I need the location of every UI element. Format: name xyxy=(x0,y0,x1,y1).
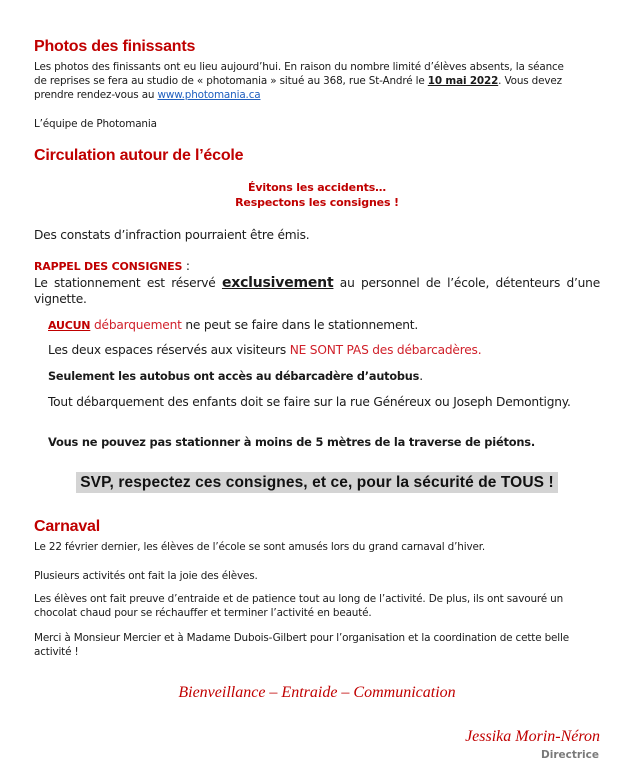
rule-no-dropoff xyxy=(48,317,418,334)
carnaval-p4: Merci à Monsieur Mercier et à Madame Dubois-Gilbert pour l’organisation et la coordination de cette belle activité ! xyxy=(34,632,569,658)
slogan-line-1: Évitons les accidents… xyxy=(248,181,386,194)
carnaval-p2: Plusieurs activités ont fait la joie des élèves. xyxy=(34,570,258,582)
photos-text: . Vous devez xyxy=(498,75,562,87)
rappel-heading xyxy=(34,258,190,275)
rule-text: Les deux espaces réservés aux visiteurs xyxy=(48,343,290,357)
carnaval-p3: Les élèves ont fait preuve d’entraide et de patience tout au long de l’activité. De plus, ils ont savouré un chocolat chaud pour se réchauffer et terminer l’activité en beauté. xyxy=(34,593,564,619)
photos-paragraph xyxy=(34,60,600,102)
parking-rule xyxy=(34,275,600,307)
rappel-colon: : xyxy=(182,259,190,273)
rule-visitor-spaces xyxy=(48,342,481,358)
rule-red-text: débarquement xyxy=(90,318,182,332)
signer-name: Jessika Morin-Néron xyxy=(465,728,600,745)
photos-line-1: Les photos des finissants ont eu lieu aujourd’hui. En raison du nombre limité d’élèves absents, la séance xyxy=(34,61,564,73)
rule-dropoff-streets: Tout débarquement des enfants doit se faire sur la rue Généreux ou Joseph Demontigny. xyxy=(48,395,571,409)
infraction-warning: Des constats d’infraction pourraient être émis. xyxy=(34,228,310,242)
rappel-label: RAPPEL DES CONSIGNES xyxy=(34,260,183,273)
school-motto: Bienveillance – Entraide – Communication xyxy=(178,684,456,701)
rule-bold-text: Seulement les autobus ont accès au débarcadère d’autobus xyxy=(48,370,420,383)
rule-emphasis: AUCUN xyxy=(48,319,91,332)
photos-signature: L’équipe de Photomania xyxy=(34,118,157,130)
rule-text: ne peut se faire dans le stationnement. xyxy=(181,318,419,332)
photos-text: de reprises se fera au studio de « photomania » situé au 368, rue St-André le xyxy=(34,75,428,87)
safety-highlight: SVP, respectez ces consignes, et ce, pour la sécurité de TOUS ! xyxy=(76,472,558,493)
signer-role: Directrice xyxy=(541,749,599,761)
carnaval-p1: Le 22 février dernier, les élèves de l’école se sont amusés lors du grand carnaval d’hiver. xyxy=(34,541,486,553)
photomania-link[interactable]: www.photomania.ca xyxy=(157,89,261,101)
rule-crosswalk: Vous ne pouvez pas stationner à moins de 5 mètres de la traverse de piétons. xyxy=(48,435,535,449)
circulation-slogan xyxy=(34,180,600,210)
rule-red-text: NE SONT PAS des débarcadères. xyxy=(289,343,482,357)
parking-emphasis: exclusivement xyxy=(221,275,334,291)
photos-line-2 xyxy=(34,74,600,88)
photos-title: Photos des finissants xyxy=(34,38,196,55)
circulation-title: Circulation autour de l’école xyxy=(34,147,244,164)
photos-line-3 xyxy=(34,88,600,102)
carnaval-title: Carnaval xyxy=(34,518,100,535)
rule-bus-only xyxy=(48,368,423,385)
reprise-date: 10 mai 2022 xyxy=(427,75,499,87)
parking-text: Le stationnement est réservé xyxy=(34,276,222,290)
parking-text: au personnel de l’école, détenteurs d’une vignette. xyxy=(34,276,600,306)
safety-banner xyxy=(34,472,600,492)
rule-text: . xyxy=(419,369,423,383)
photos-text: prendre rendez-vous au xyxy=(34,89,158,101)
slogan-line-2: Respectons les consignes ! xyxy=(235,196,399,209)
